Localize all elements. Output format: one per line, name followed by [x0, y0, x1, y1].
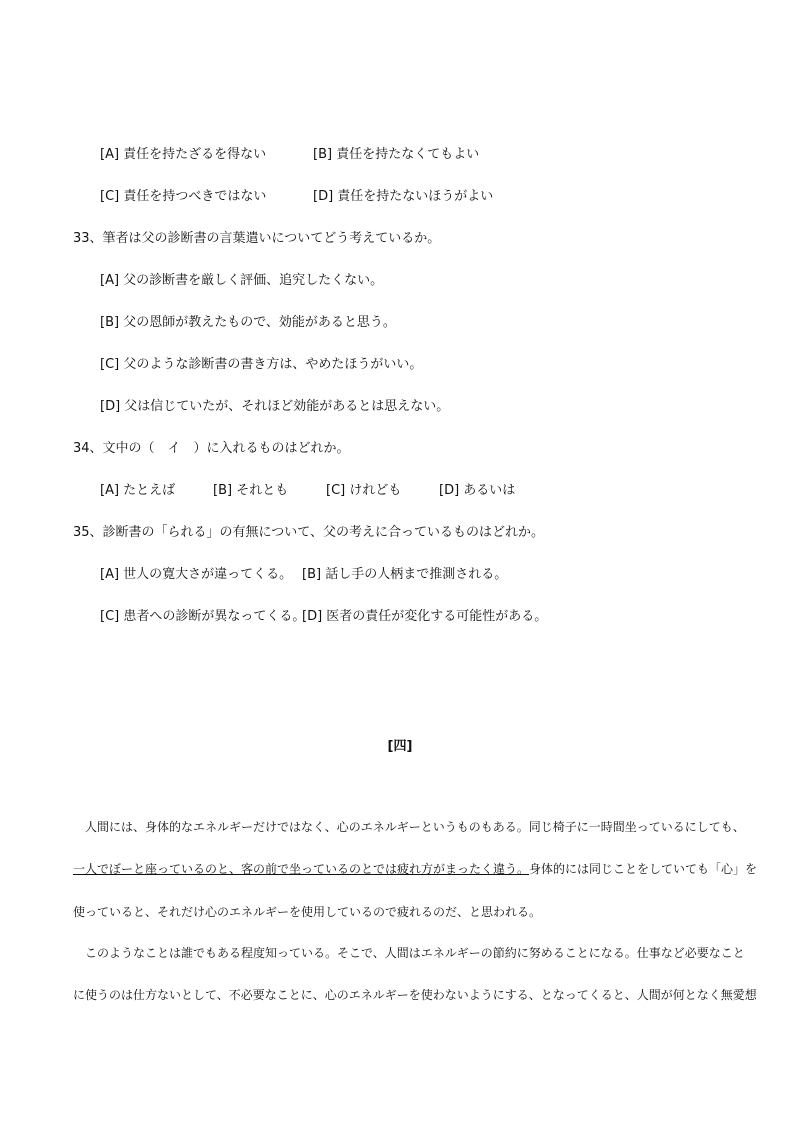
- q34-option-c: [C] けれども: [326, 483, 402, 498]
- passage-p2-line2: に使うのは仕方ないとして、不必要なことに、心のエネルギーを使わないようにする、となってくると、人間が何となく無愛想: [73, 988, 757, 1002]
- q33-question: 33、筆者は父の診断書の言葉遣いについてどう考えているか。: [73, 231, 441, 246]
- q34-question: 34、文中の（ イ ）に入れるものはどれか。: [73, 441, 350, 456]
- passage-p2-line1: このようなことは誰でもある程度知っている。そこで、人間はエネルギーの節約に努めることになる。仕事など必要なこと: [73, 946, 745, 960]
- passage-p1-line2: [73, 860, 758, 877]
- passage-p1-line3: 使っていると、それだけ心のエネルギーを使用しているので疲れるのだ、と思われる。: [73, 905, 542, 919]
- q33-option-c: [C] 父のような診断書の書き方は、やめたほうがいい。: [100, 357, 423, 372]
- q32-option-b: [B] 責任を持たなくてもよい: [313, 147, 480, 162]
- q32-option-d: [D] 責任を持たないほうがよい: [313, 189, 494, 204]
- q34-option-a: [A] たとえば: [100, 483, 176, 498]
- q35-option-c: [C] 患者への診断が異なってくる。: [100, 609, 306, 624]
- q34-option-d: [D] あるいは: [439, 483, 516, 498]
- underlined-passage: 一人でぼーと座っているのと、客の前で坐っているのとでは疲れ方がまったく違う。: [73, 862, 530, 876]
- q33-option-a: [A] 父の診断書を厳しく評価、追究したくない。: [100, 273, 384, 288]
- q32-option-c: [C] 責任を持つべきではない: [100, 189, 267, 204]
- q35-option-b: [B] 話し手の人柄まで推測される。: [302, 567, 508, 582]
- q32-option-a: [A] 責任を持たざるを得ない: [100, 147, 267, 162]
- passage-p1-line1: 人間には、身体的なエネルギーだけではなく、心のエネルギーというものもある。同じ椅子に一時間坐っているにしても、: [73, 820, 745, 834]
- q34-option-b: [B] それとも: [213, 483, 289, 498]
- q33-option-d: [D] 父は信じていたが、それほど効能があるとは思えない。: [100, 399, 450, 414]
- q35-question: 35、診断書の「られる」の有無について、父の考えに合っているものはどれか。: [73, 525, 545, 540]
- q35-option-a: [A] 世人の寛大さが違ってくる。: [100, 567, 293, 582]
- section-heading: [四]: [387, 739, 413, 754]
- passage-p1-line2-rest: 身体的には同じことをしていても「心」を: [529, 862, 758, 876]
- q35-option-d: [D] 医者の責任が変化する可能性がある。: [302, 609, 548, 624]
- q33-option-b: [B] 父の恩師が教えたもので、効能があると思う。: [100, 315, 396, 330]
